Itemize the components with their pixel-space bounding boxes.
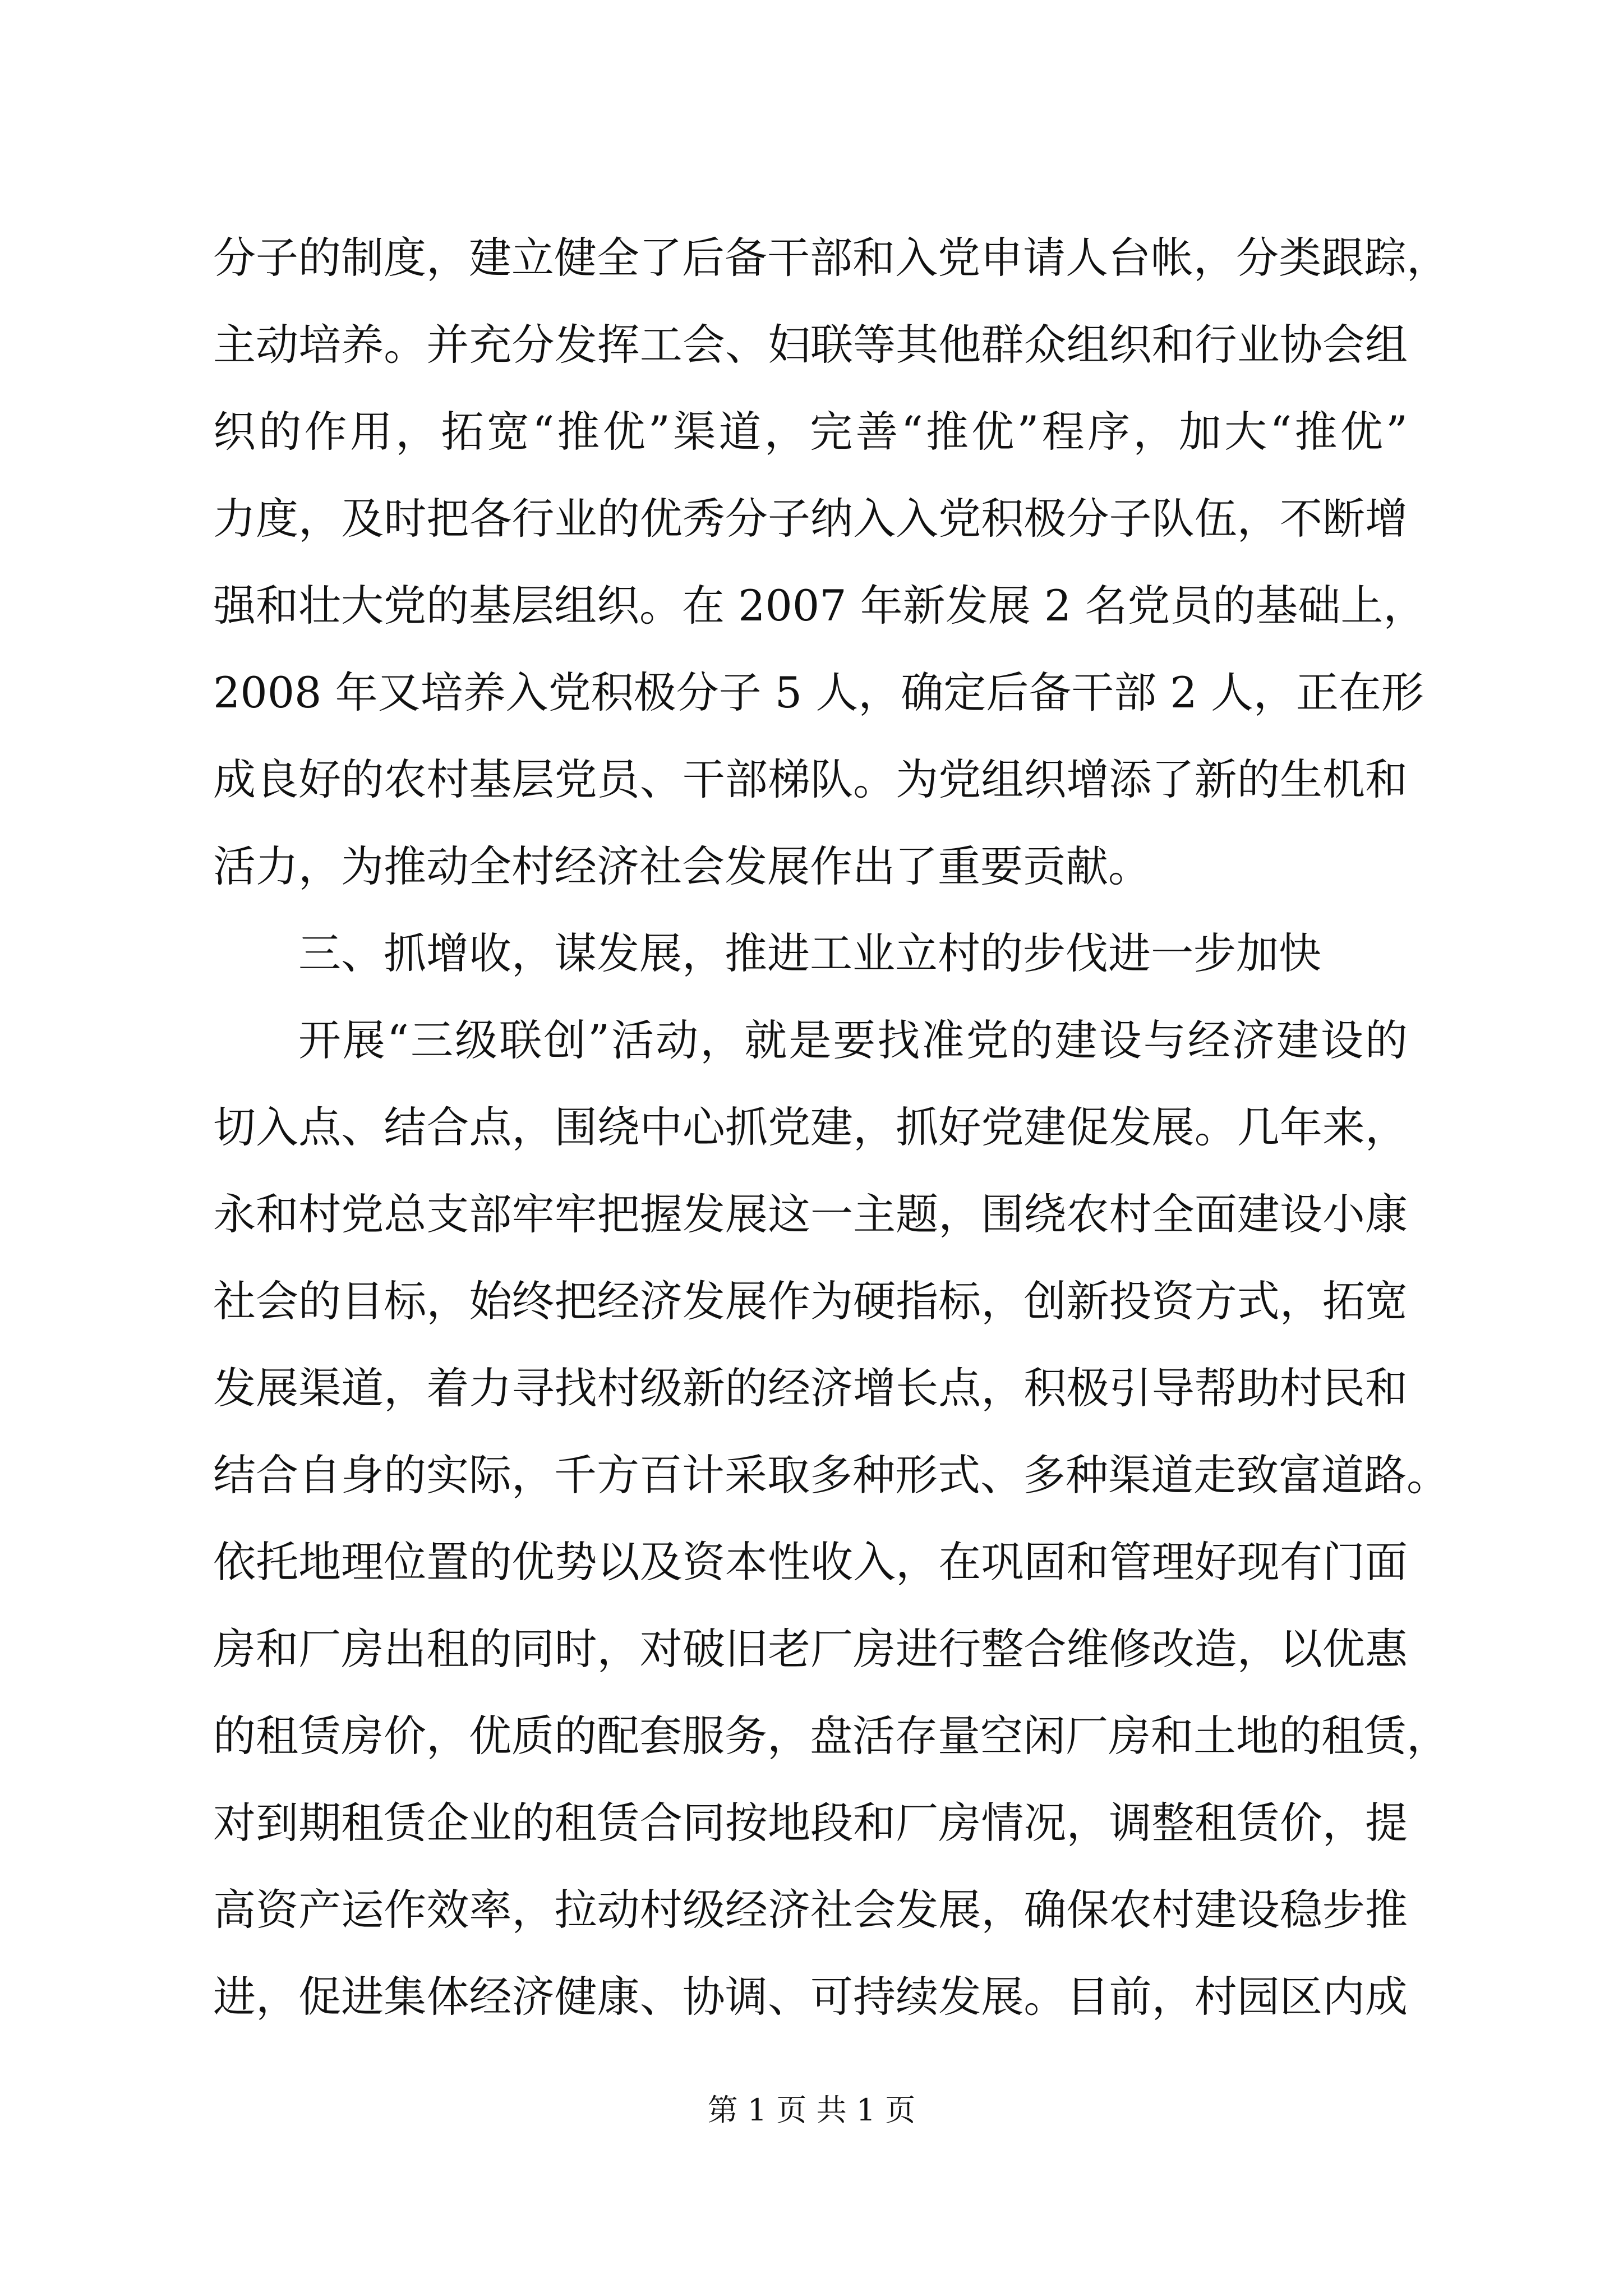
text-line: 强和壮大党的基层组织。在 2007 年新发展 2 名党员的基础上， bbox=[213, 581, 1426, 631]
text-line: 永和村党总支部牢牢把握发展这一主题，围绕农村全面建设小康 bbox=[213, 1189, 1408, 1239]
text-line: 社会的目标，始终把经济发展作为硬指标，创新投资方式，拓宽 bbox=[213, 1276, 1408, 1326]
text-line: 2008 年又培养入党积极分子 5 人，确定后备干部 2 人，正在形 bbox=[213, 668, 1424, 717]
text-line: 主动培养。并充分发挥工会、妇联等其他群众组织和行业协会组 bbox=[213, 320, 1408, 370]
text-line: 高资产运作效率，拉动村级经济社会发展，确保农村建设稳步推 bbox=[213, 1885, 1408, 1935]
text-line: 结合自身的实际，千方百计采取多种形式、多种渠道走致富道路。 bbox=[213, 1450, 1449, 1500]
text-line: 开展“三级联创”活动，就是要找准党的建设与经济建设的 bbox=[298, 1015, 1408, 1065]
text-line: 房和厂房出租的同时，对破旧老厂房进行整合维修改造，以优惠 bbox=[213, 1624, 1408, 1674]
paragraph bbox=[213, 214, 1449, 910]
text-line: 成良好的农村基层党员、干部梯队。为党组织增添了新的生机和 bbox=[213, 754, 1408, 804]
body-text bbox=[213, 214, 1449, 2040]
section-heading: 三、抓增收，谋发展，推进工业立村的步伐进一步加快 bbox=[298, 928, 1321, 978]
page-footer: 第 1 页 共 1 页 bbox=[707, 2092, 916, 2128]
text-line: 切入点、结合点，围绕中心抓党建，抓好党建促发展。几年来， bbox=[213, 1102, 1408, 1152]
text-line: 发展渠道，着力寻找村级新的经济增长点，积极引导帮助村民和 bbox=[213, 1363, 1408, 1413]
text-line: 活力，为推动全村经济社会发展作出了重要贡献。 bbox=[213, 841, 1151, 891]
text-line: 依托地理位置的优势以及资本性收入，在巩固和管理好现有门面 bbox=[213, 1537, 1408, 1587]
text-line: 织的作用，拓宽“推优”渠道，完善“推优”程序，加大“推优” bbox=[213, 407, 1408, 457]
text-line: 的租赁房价，优质的配套服务，盘活存量空闲厂房和土地的租赁， bbox=[213, 1711, 1449, 1761]
text-line: 力度，及时把各行业的优秀分子纳入入党积极分子队伍，不断增 bbox=[213, 494, 1408, 544]
text-line: 进，促进集体经济健康、协调、可持续发展。目前，村园区内成 bbox=[213, 1972, 1408, 2022]
paragraph bbox=[213, 997, 1449, 2040]
text-line: 分子的制度，建立健全了后备干部和入党申请人台帐，分类跟踪， bbox=[213, 233, 1449, 283]
text-line: 对到期租赁企业的租赁合同按地段和厂房情况，调整租赁价，提 bbox=[213, 1798, 1408, 1848]
